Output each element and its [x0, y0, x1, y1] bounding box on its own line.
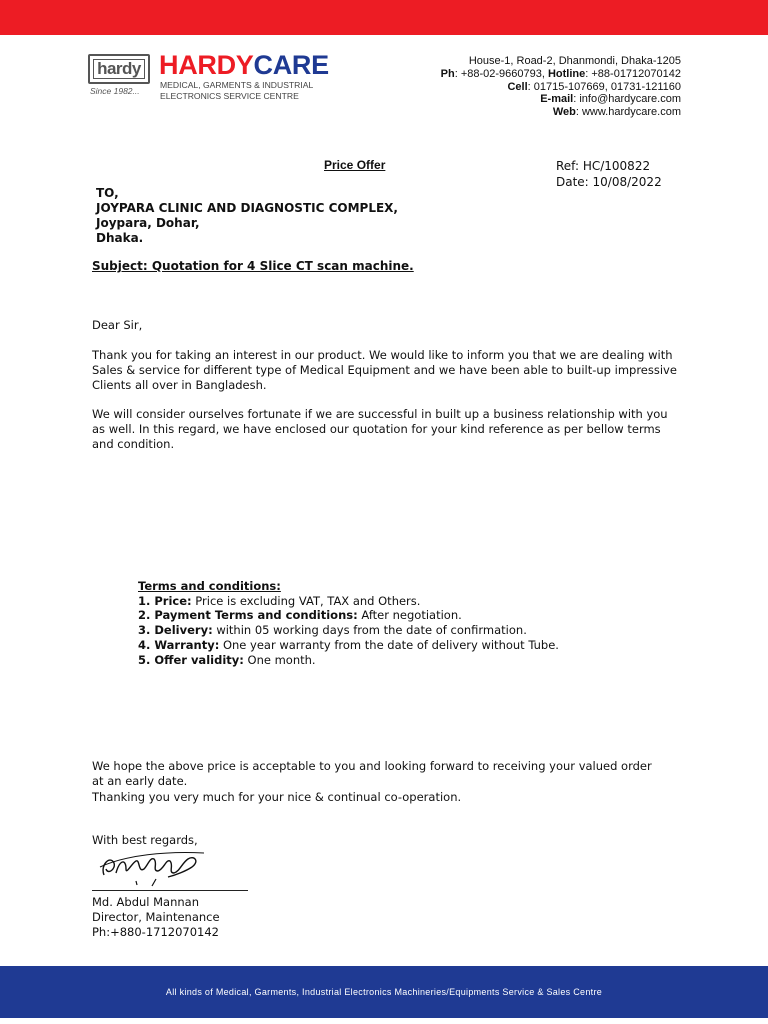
- signature-image: [96, 845, 206, 887]
- address: House-1, Road-2, Dhanmondi, Dhaka-1205: [468, 55, 681, 67]
- document-title: Price Offer: [324, 158, 386, 172]
- ref-date-block: [556, 158, 662, 190]
- thanks-line: Thanking you very much for your nice & continual co-operation.: [92, 790, 462, 804]
- term-text: Price is excluding VAT, TAX and Others.: [191, 593, 421, 608]
- term-item: [138, 653, 559, 668]
- recipient-address-2: Dhaka.: [96, 231, 144, 245]
- web-label: Web: [552, 106, 576, 119]
- top-red-band: [0, 0, 768, 35]
- brand-part-hardy: HARDY: [159, 50, 254, 80]
- term-label: 5. Offer validity:: [138, 652, 244, 667]
- to-line: TO,: [96, 186, 119, 200]
- paragraph-2: We will consider ourselves fortunate if we are successful in built up a business relationship with you as well. In this regard, we have enclosed our quotation for your kind reference as per bellow terms and condition.: [92, 407, 668, 451]
- signature-line: [92, 890, 248, 891]
- term-label: 3. Delivery:: [138, 623, 213, 638]
- terms-block: [138, 579, 559, 667]
- hotline-value: : +88-01712070142: [585, 67, 681, 80]
- cell-label: Cell: [507, 80, 528, 93]
- recipient-block: [96, 186, 398, 246]
- since-text: Since 1982...: [90, 86, 140, 96]
- regards-line: With best regards,: [92, 833, 198, 847]
- term-label: 4. Warranty:: [138, 637, 220, 652]
- term-text: One year warranty from the date of delivery without Tube.: [219, 637, 559, 652]
- term-label: 2. Payment Terms and conditions:: [138, 608, 358, 623]
- email-line: [441, 93, 681, 106]
- closing-paragraph: We hope the above price is acceptable to you and looking forward to receiving your valued order at an early date.: [92, 759, 652, 788]
- term-text: One month.: [243, 652, 316, 667]
- email-value[interactable]: : info@hardycare.com: [573, 93, 681, 106]
- contact-block: [441, 55, 681, 119]
- footer-text: All kinds of Medical, Garments, Industrial Electronics Machineries/Equipments Service & Sales Centre: [165, 987, 603, 997]
- ph-label: Ph: [440, 67, 455, 80]
- terms-heading: Terms and conditions:: [138, 579, 281, 593]
- term-item: [138, 623, 559, 638]
- cell-value: : 01715-107669, 01731-121160: [527, 80, 681, 93]
- ph-value: : +88-02-9660793,: [454, 67, 548, 80]
- term-text: After negotiation.: [357, 608, 462, 623]
- brand-part-care: CARE: [253, 50, 329, 80]
- email-label: E-mail: [540, 93, 574, 106]
- subject-line: Subject: Quotation for 4 Slice CT scan machine.: [92, 259, 414, 273]
- hotline-label: Hotline: [547, 67, 586, 80]
- tagline-line-1: MEDICAL, GARMENTS & INDUSTRIAL: [160, 80, 314, 90]
- hardy-mark-text: hardy: [93, 59, 145, 79]
- footer-band: [0, 966, 768, 1018]
- term-text: within 05 working days from the date of confirmation.: [212, 623, 527, 638]
- term-label: 1. Price:: [138, 593, 192, 608]
- term-item: [138, 594, 559, 609]
- recipient-address-1: Joypara, Dohar,: [96, 216, 200, 230]
- phone-line: [441, 68, 681, 81]
- recipient-name: JOYPARA CLINIC AND DIAGNOSTIC COMPLEX,: [96, 201, 398, 215]
- hardy-mark: [88, 54, 150, 84]
- company-logo: [88, 52, 328, 102]
- brand-name: [159, 50, 329, 80]
- cell-line: [441, 81, 681, 94]
- signer-title: Director, Maintenance: [92, 910, 220, 924]
- term-item: [138, 608, 559, 623]
- brand-tagline: [160, 80, 313, 102]
- term-item: [138, 638, 559, 653]
- signer-block: [92, 895, 220, 940]
- paragraph-1: Thank you for taking an interest in our product. We would like to inform you that we are dealing with Sales & service for different type of Medical Equipment and we have been able to built-up impressive Clients all over in Bangladesh.: [92, 348, 677, 392]
- web-line: [441, 106, 681, 119]
- letter-date: Date: 10/08/2022: [556, 175, 662, 189]
- ref-number: Ref: HC/100822: [556, 159, 651, 173]
- salutation: Dear Sir,: [92, 318, 143, 332]
- signer-phone: Ph:+880-1712070142: [92, 925, 219, 939]
- web-value[interactable]: : www.hardycare.com: [575, 106, 681, 119]
- tagline-line-2: ELECTRONICS SERVICE CENTRE: [160, 91, 299, 101]
- signer-name: Md. Abdul Mannan: [92, 895, 200, 909]
